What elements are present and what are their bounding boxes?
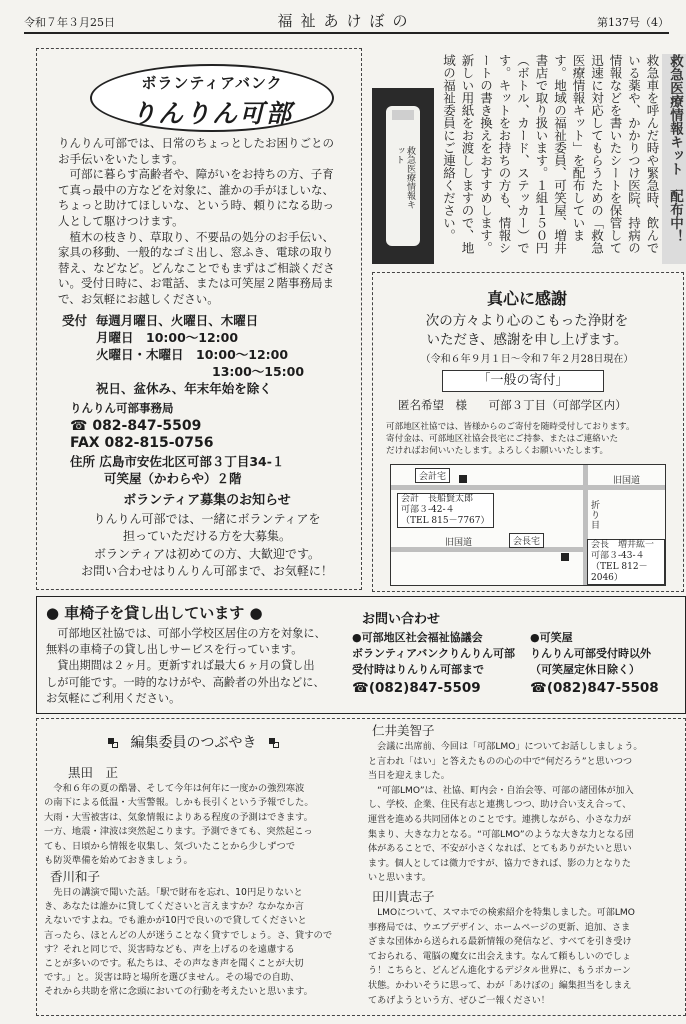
map-president-box	[587, 539, 665, 585]
office-tel: 082-847-5509	[92, 417, 202, 434]
editor-line: 一方、地震・津波は突然起こります。予測できても、突然起こっ	[44, 826, 313, 838]
editor-line: き、あなたは誰かに貸してくださいと言えますか？なかなか言	[44, 901, 304, 913]
reception-hours	[62, 312, 357, 397]
editor-name: 黒田 正	[68, 765, 119, 780]
hours-label: 受付	[62, 313, 88, 328]
editor-line: 集まり、大きな力となる。“可部LMO”のような大きな力となる団	[368, 829, 634, 840]
editor-line: ても、日頃から情報を収集し、気づいたことから少しずつで	[44, 840, 296, 852]
editor-line: の南下による低温・大雪警報。しかも長引くという予報でした。	[44, 797, 314, 809]
hours-monday: 月曜日 10:00～12:00	[96, 330, 239, 345]
hours-exceptions: 祝日、盆休み、年末年始を除く	[96, 381, 272, 396]
kit-bottle-photo	[372, 88, 434, 264]
bottle-label: 救急医療情報キット	[394, 146, 415, 209]
editor-line: す？それと同じで、災害時なども、声を上げるのを遠慮する	[44, 943, 295, 955]
intro-line: で、お気軽にお越しください。	[58, 291, 219, 306]
wheelchair-line: しが可能です。一時的なけがや、高齢者の外出などに、	[46, 675, 325, 689]
thanks-message	[372, 312, 682, 369]
editor-line: えないですよね。でも誰かが10円で良いので貸してくださいと	[44, 915, 307, 927]
editor-tagawa	[368, 888, 680, 1008]
editor-kagawa	[44, 868, 364, 1000]
editor-line: ことが多いのです。私たちは、その声なき声を聞くことが大切	[44, 958, 304, 970]
volunteer-intro	[58, 136, 358, 308]
editor-line: 事務局では、ウエブデザイン、ホームページの更新、追加、さま	[368, 922, 631, 933]
donor-row	[398, 397, 678, 413]
kit-body: 救急車を呼んだ時や緊急時、飲んでいる薬や、かかりつけ医院、持病の情報などを書いたシートを保管して迅速に対応してもらうための「救急医療情報キット」を配布しています。地域の福祉委員、可笑屋、増井書店で取り扱います。１組１５０円（ボトル、カード、ステッカー）です。キットをお持ちの方も、情報シートの書き換えをおすすめします。新しい用紙をお渡ししますので、地域の福祉委員にご連絡ください。	[441, 54, 660, 254]
contact2-name: ●可笑屋	[530, 631, 573, 644]
corner-ornament-icon	[269, 738, 279, 748]
contact-kawaraya	[530, 630, 680, 696]
wheelchair-line: 無料の車椅子の貸し出しサービスを行っています。	[46, 643, 303, 657]
wheelchair-line: 可部地区社協では、可部小学校区居住の方を対象に、	[46, 627, 326, 640]
recruit-line: お問い合わせはりんりん可部まで、お気軽に！	[81, 563, 333, 578]
recruit-line: ボランティアは初めての方、大歓迎です。	[93, 546, 321, 561]
contact-title: お問い合わせ	[362, 612, 441, 627]
corner-ornament-icon	[108, 738, 118, 748]
contact1-name: ●可部地区社会福祉協議会	[352, 631, 483, 644]
thanks-title: 真心に感謝	[486, 289, 567, 308]
editor-line: 会議に出席前、今回は「可部LMO」についてお話ししましょう。	[368, 742, 643, 752]
editor-line: 先日の講演で聞いた話。「駅で財布を忘れ、10円足りないと	[44, 887, 303, 898]
office-contact	[70, 400, 355, 488]
thanks-line: いただき、感謝を申し上げます。	[426, 332, 628, 348]
bottle-icon	[386, 106, 420, 246]
editor-line: ざまな団体から送られる最新情報の発信など、すべてを引き受け	[368, 937, 632, 948]
president-address: 可部３-43-４	[591, 551, 645, 561]
office-name: りんりん可部事務局	[70, 401, 174, 415]
treasurer-address: 可部３-42-４	[401, 505, 455, 515]
treasurer-name: 会計 長船賢太郎	[401, 494, 474, 504]
editor-line: それから共助を常に念頭においての行動を考えたいと思います。	[44, 986, 313, 998]
page-header	[24, 6, 669, 34]
phone-icon: ☎	[352, 680, 369, 696]
map-marker-president	[561, 553, 569, 561]
contact2-sub1: りんりん可部受付時以外	[530, 647, 651, 660]
wheelchair-title: ● 車椅子を貸し出しています ●	[46, 604, 263, 622]
editor-line: も防災準備を始めておきましょう。	[44, 855, 193, 867]
intro-line: 家具の移動、一般的なゴミ出し、窓ふき、電球の取り	[58, 245, 334, 260]
recruit-notice	[62, 492, 352, 580]
banner-subtitle: ボランティアバンク	[141, 74, 283, 92]
note-line: 可部地区社協では、皆様からのご寄付を随時受付しております。	[386, 422, 635, 432]
hours-afternoon: 13:00～15:00	[212, 364, 305, 379]
editor-name: 仁井美智子	[372, 723, 435, 738]
intro-line: い。受付日時に、お電話、または可笑屋２階事務局ま	[58, 276, 334, 291]
editor-line: ておられる、電脳の魔女に出会えます。なんて頼もしいのでしょ	[368, 951, 631, 962]
office-fax: FAX 082-815-0756	[70, 435, 214, 451]
editor-name: 田川貴志子	[372, 889, 435, 904]
editor-line: 令和６年の夏の酷暑、そして今年は何年に一度かの強烈寒波	[44, 783, 305, 794]
president-tel: （TEL 812－2046）	[591, 562, 648, 583]
donation-map	[390, 464, 666, 586]
wheelchair-line: お気軽にご利用ください。	[46, 691, 181, 705]
wheelchair-line: 貸出期間は２ヶ月。更新すれば最大６ヶ月の貸し出	[46, 659, 315, 673]
editor-nii	[368, 722, 680, 886]
contact2-tel: (082)847-5508	[546, 680, 659, 696]
donation-note	[386, 421, 678, 457]
kit-title: 救急医療情報キット 配布中！	[662, 54, 686, 264]
map-road-name-bottom: 旧国道	[445, 538, 473, 548]
recruit-title: ボランティア募集のお知らせ	[123, 493, 291, 508]
editor-line: です。」と。災害は時と場所を選びません。その場での自助、	[44, 972, 300, 984]
intro-line: ちょっと助けてほしいな、という時、頼りになる助っ	[58, 198, 334, 213]
contact1-tel: (082)847-5509	[368, 680, 481, 696]
office-building: 可笑屋（かわらや）２階	[104, 471, 242, 486]
note-line: だければお伺いいたします。よろしくお願いいたします。	[386, 446, 609, 456]
contact1-sub1: ボランティアバンクりんりん可部	[352, 647, 516, 660]
donation-category: 「一般の寄付」	[442, 370, 604, 392]
recruit-line: 担っていただける方を大募集。	[122, 529, 291, 544]
editor-line: し、学校、企業、住民有志と連携しつつ、助け合い支え合って、	[368, 800, 632, 811]
editor-kuroda	[44, 764, 364, 868]
map-turn-label: 折り目	[591, 501, 601, 531]
phone-icon: ☎	[70, 417, 88, 434]
note-line: 寄付金は、可部地区社協会長宅にご持参、またはご連絡いた	[386, 434, 619, 444]
map-marker-treasurer	[459, 475, 467, 483]
volunteer-bank-banner	[90, 64, 334, 132]
editor-line: 大雨・大雪被害は、気象情報によりある程度の予測はできます。	[44, 811, 313, 823]
treasurer-tel: （TEL 815－7767）	[401, 516, 490, 526]
map-road-name-top: 旧国道	[613, 476, 641, 486]
editor-name: 香川和子	[50, 869, 101, 884]
intro-line: お手伝いをいたします。	[58, 151, 184, 166]
editor-line: “可部LMO”は、社協、町内会・自治会等、可部の諸団体が加入	[368, 785, 634, 796]
recruit-line: りんりん可部では、一緒にボランティアを	[93, 512, 321, 527]
map-label-president-house: 会長宅	[509, 533, 544, 548]
intro-line: 可部に暮らす高齢者や、障がいをお持ちの方、子育	[58, 167, 334, 182]
issue-date: 令和７年３月25日	[24, 16, 115, 29]
editor-line: 言ったら、ほとんどの人が迷うことなく貸すでしょう。さ、貸すので	[44, 929, 333, 941]
editor-line: 運営を進める共同団体とのことです。連携しながら、小さな力が	[368, 814, 631, 825]
hours-days: 毎週月曜日、火曜日、木曜日	[95, 313, 259, 328]
intro-line: 植木の枝きり、草取り、不要品の処分のお手伝い、	[58, 229, 334, 244]
kit-section	[366, 48, 684, 268]
contact1-sub2: 受付時はりんりん可部まで	[352, 663, 484, 676]
office-address: 住所 広島市安佐北区可部３丁目34-１	[70, 453, 285, 469]
map-treasurer-box	[397, 493, 494, 528]
donor-address: 可部３丁目（可部学区内）	[488, 398, 627, 412]
editor-line: ます。個人としては微力ですが、協力できれば、影の力となりた	[368, 858, 631, 869]
issue-number: 第137号（4）	[597, 16, 669, 29]
phone-icon: ☎	[530, 680, 547, 696]
intro-line: て真っ最中の方などを対象に、誰かの手がほしいな、	[58, 182, 334, 197]
thanks-line: 次の方々より心のこもった浄財を	[425, 313, 629, 329]
wheelchair-body	[46, 626, 356, 707]
hours-tue-thu: 火曜日・木曜日 10:00～12:00	[96, 347, 289, 362]
editor-line: 当日を迎えました。	[368, 771, 450, 782]
editor-line: いと思います。	[368, 873, 431, 884]
president-name: 会長 増井紘一	[591, 540, 655, 550]
contact2-sub2: （可笑屋定休日除く）	[530, 663, 640, 676]
banner-title: りんりん可部	[130, 99, 293, 128]
editor-line: と言われ「はい」と答えたものの心の中で“何だろう”と思いつつ	[368, 756, 633, 767]
donor-name: 匿名希望 様	[398, 398, 467, 412]
editor-line: 状態。かわいそうに思って、わが「あけぼの」編集担当をしまえ	[368, 980, 632, 991]
intro-line: 替え、などなど。どんなことでもまずはご相談くださ	[58, 260, 335, 275]
newsletter-title: 福祉あけぼの	[277, 12, 416, 30]
intro-line: 人として駆けつけます。	[58, 213, 184, 228]
map-label-treasurer-house: 会計宅	[415, 468, 450, 483]
editor-line: う！こちらと、どんどん進化するデジタル世界に、もうボカーン	[368, 966, 631, 977]
editors-heading: 編集委員のつぶやき	[108, 732, 279, 752]
intro-line: りんりん可部では、日常のちょっとしたお困りごとの	[58, 136, 334, 150]
editor-line: 体があることで、不安が小さくなれば、とてもありがたいと思い	[368, 844, 632, 855]
editor-line: てあげようという方、ぜひご一報ください！	[368, 995, 550, 1006]
editor-line: LMOについて、スマホでの検索紹介を特集しました。可部LMO	[368, 908, 635, 918]
thanks-period: （令和６年９月１日～令和７年２月28日現在）	[420, 354, 634, 365]
contact-social-welfare	[352, 630, 542, 696]
